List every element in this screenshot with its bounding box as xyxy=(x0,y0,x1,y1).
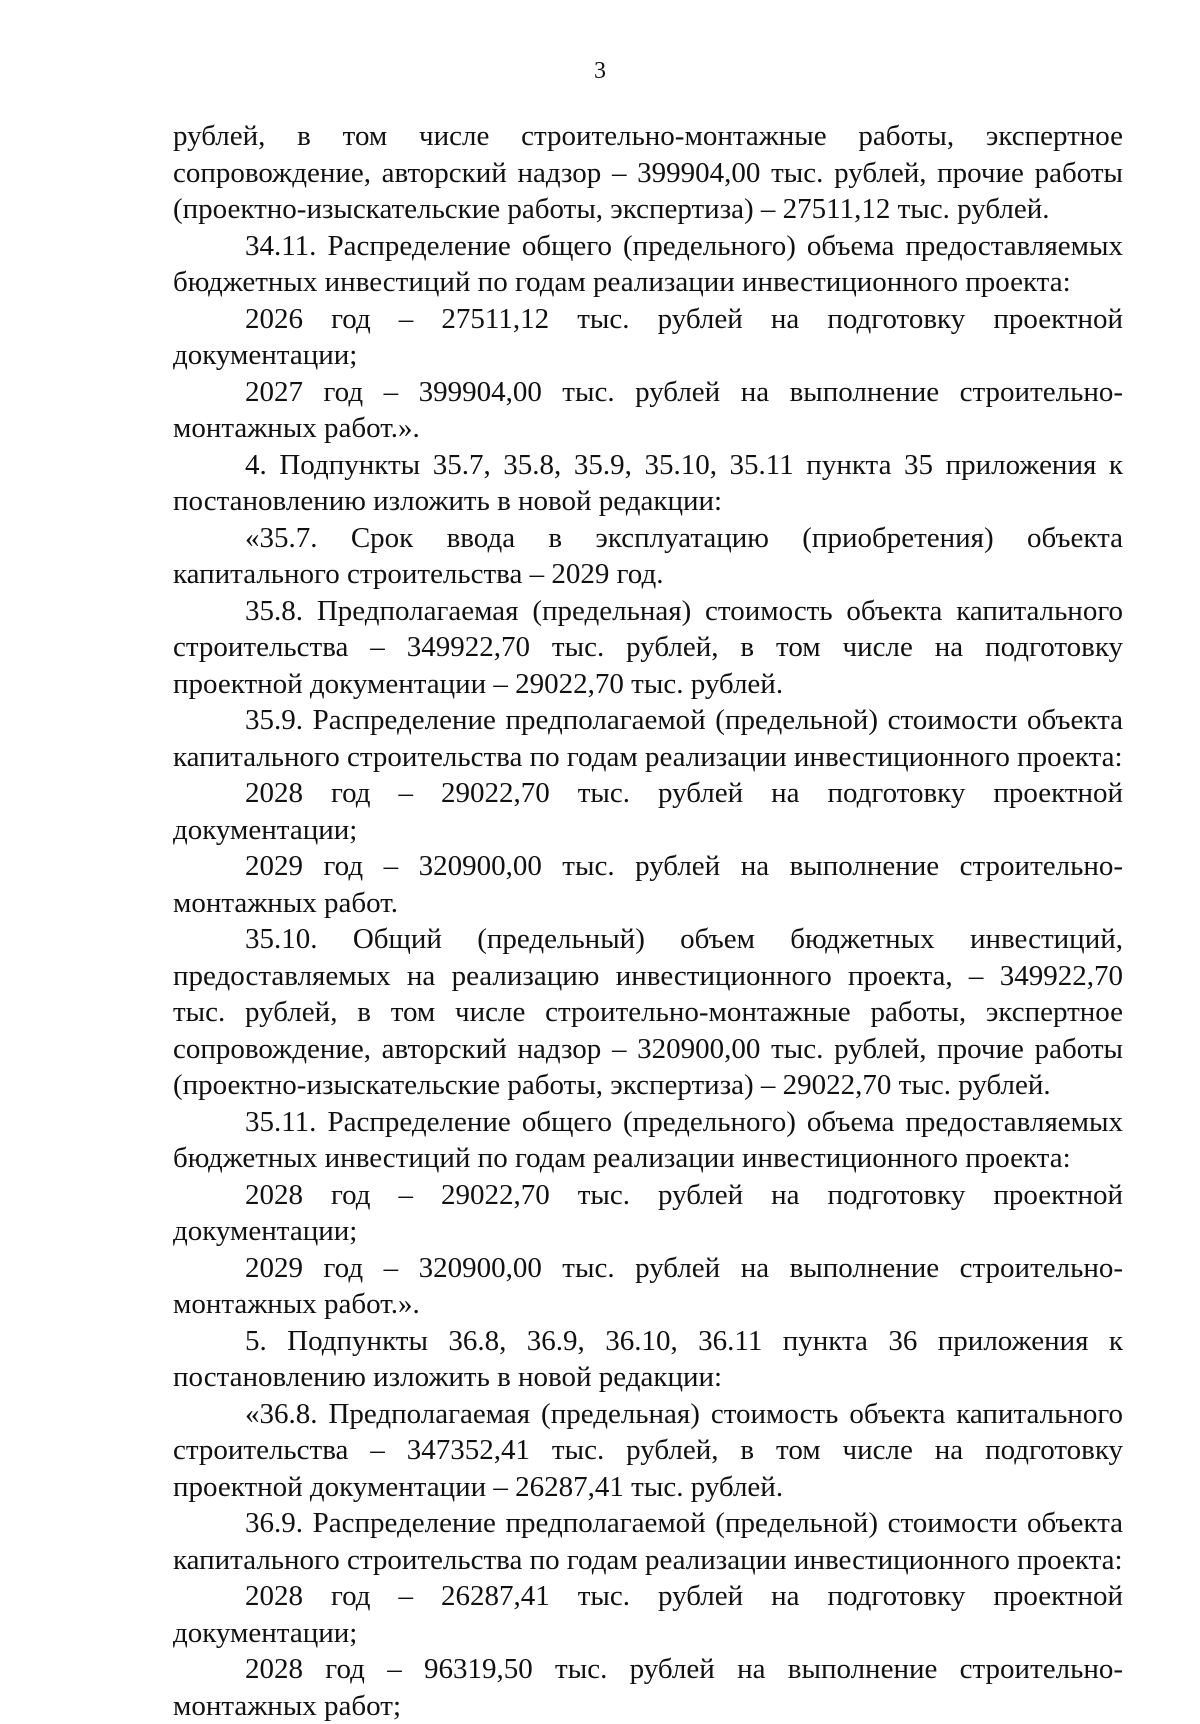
paragraph-35-7: «35.7. Срок ввода в эксплуатацию (приобретения) объекта капитального строительства – 2029 год. xyxy=(173,521,1123,590)
paragraph-35-11-year-2029: 2029 год – 320900,00 тыс. рублей на выполнение строительно-монтажных работ.». xyxy=(173,1251,1123,1320)
paragraph-34-11: 34.11. Распределение общего (предельного) объема предоставляемых бюджетных инвестиций по годам реализации инвестиционного проекта: xyxy=(173,229,1123,298)
paragraph-36-9-design-2028: 2028 год – 26287,41 тыс. рублей на подготовку проектной документации; xyxy=(173,1580,1123,1649)
paragraph-34-11-year-2027: 2027 год – 399904,00 тыс. рублей на выполнение строительно-монтажных работ.». xyxy=(173,375,1123,444)
document-body xyxy=(173,118,1123,1724)
paragraph-36-8: «36.8. Предполагаемая (предельная) стоимость объекта капитального строительства – 347352,41 тыс. рублей, в том числе на подготовку проектной документации – 26287,41 тыс. рублей. xyxy=(173,1397,1123,1503)
paragraph-35-9-year-2028: 2028 год – 29022,70 тыс. рублей на подготовку проектной документации; xyxy=(173,777,1123,846)
page-number: 3 xyxy=(594,58,606,84)
paragraph-35-9: 35.9. Распределение предполагаемой (предельной) стоимости объекта капитального строительства по годам реализации инвестиционного проекта: xyxy=(173,704,1123,773)
paragraph-item-5: 5. Подпункты 36.8, 36.9, 36.10, 36.11 пункта 36 приложения к постановлению изложить в новой редакции: xyxy=(173,1324,1123,1393)
paragraph-36-9: 36.9. Распределение предполагаемой (предельной) стоимости объекта капитального строительства по годам реализации инвестиционного проекта: xyxy=(173,1507,1123,1576)
paragraph-35-10: 35.10. Общий (предельный) объем бюджетных инвестиций, предоставляемых на реализацию инвестиционного проекта, – 349922,70 тыс. рублей, в том числе строительно-монтажные работы, экспертное сопровождение, авторский надзор – 320900,00 тыс. рублей, прочие работы (проектно-изыскательские работы, экспертиза) – 29022,70 тыс. рублей. xyxy=(173,923,1123,1101)
paragraph-35-9-year-2029: 2029 год – 320900,00 тыс. рублей на выполнение строительно-монтажных работ. xyxy=(173,850,1123,919)
paragraph-34-11-year-2026: 2026 год – 27511,12 тыс. рублей на подготовку проектной документации; xyxy=(173,302,1123,371)
paragraph-35-11-year-2028: 2028 год – 29022,70 тыс. рублей на подготовку проектной документации; xyxy=(173,1178,1123,1247)
paragraph-36-9-construction-2028: 2028 год – 96319,50 тыс. рублей на выполнение строительно-монтажных работ; xyxy=(173,1653,1123,1722)
paragraph-35-8: 35.8. Предполагаемая (предельная) стоимость объекта капитального строительства – 349922,70 тыс. рублей, в том числе на подготовку проектной документации – 29022,70 тыс. рублей. xyxy=(173,594,1123,700)
paragraph-continuation: рублей, в том числе строительно-монтажные работы, экспертное сопровождение, авторский надзор – 399904,00 тыс. рублей, прочие работы (проектно-изыскательские работы, экспертиза) – 27511,12 тыс. рублей. xyxy=(173,120,1123,225)
paragraph-item-4: 4. Подпункты 35.7, 35.8, 35.9, 35.10, 35.11 пункта 35 приложения к постановлению изложить в новой редакции: xyxy=(173,448,1123,517)
paragraph-35-11: 35.11. Распределение общего (предельного) объема предоставляемых бюджетных инвестиций по годам реализации инвестиционного проекта: xyxy=(173,1105,1123,1174)
